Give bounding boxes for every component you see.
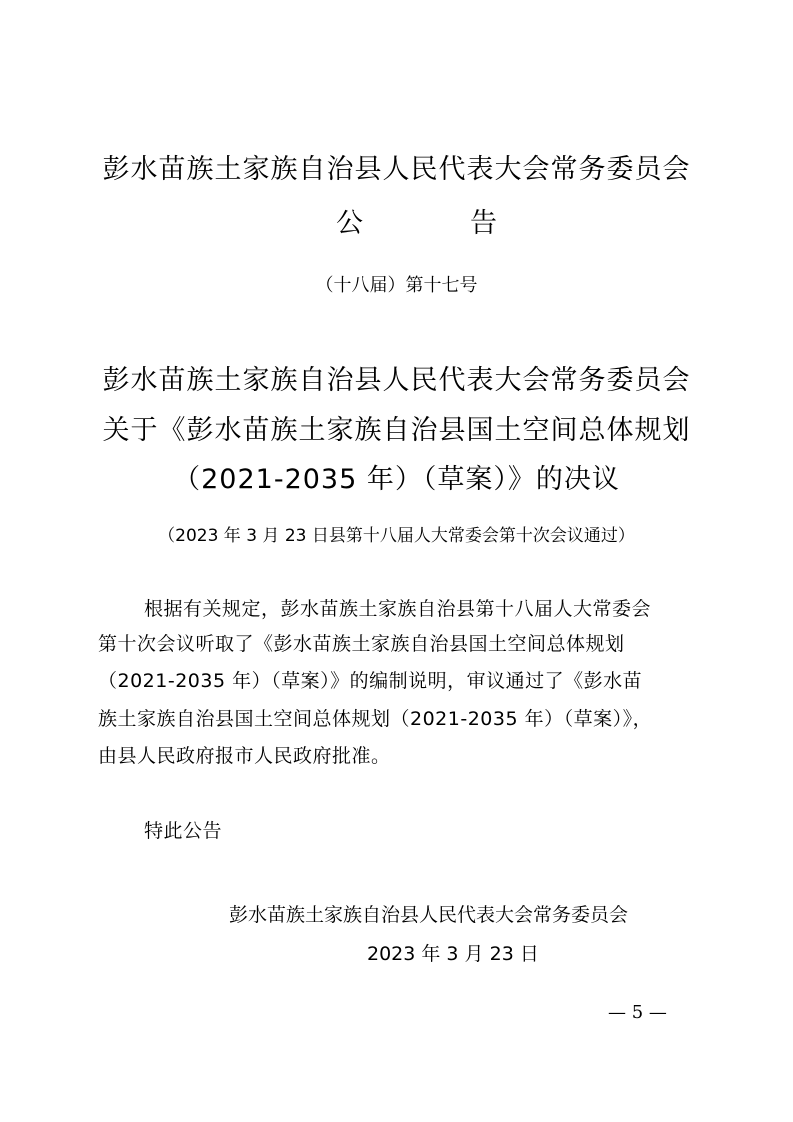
decision-title-line-1: 彭水苗族土家族自治县人民代表大会常务委员会: [102, 365, 691, 396]
signature-date: 2023 年 3 月 23 日: [367, 943, 539, 965]
signature-organization: 彭水苗族土家族自治县人民代表大会常务委员会: [229, 904, 629, 926]
body-line: 由县人民政府报市人民政府批准。: [98, 745, 391, 767]
page-number: — 5 —: [608, 1002, 667, 1023]
body-line: 族土家族自治县国土空间总体规划（2021-2035 年）（草案）》，: [98, 708, 653, 730]
decision-title-line-3: （2021-2035 年）（草案）》的决议: [173, 464, 620, 495]
document-number: （十八届）第十七号: [315, 275, 478, 296]
doc-type-title: 公 告: [336, 208, 537, 239]
body-line: （2021-2035 年）（草案）》的编制说明，审议通过了《彭水苗: [98, 670, 643, 692]
body-line: 第十次会议听取了《彭水苗族土家族自治县国土空间总体规划: [98, 633, 625, 655]
issuer-title: 彭水苗族土家族自治县人民代表大会常务委员会: [102, 154, 691, 185]
adoption-note: （2023 年 3 月 23 日县第十八届人大常委会第十次会议通过）: [158, 526, 635, 546]
body-line: 根据有关规定，彭水苗族土家族自治县第十八届人大常委会: [144, 598, 652, 620]
decision-title-line-2: 关于《彭水苗族土家族自治县国土空间总体规划: [102, 415, 691, 446]
closing-phrase: 特此公告: [144, 820, 223, 842]
